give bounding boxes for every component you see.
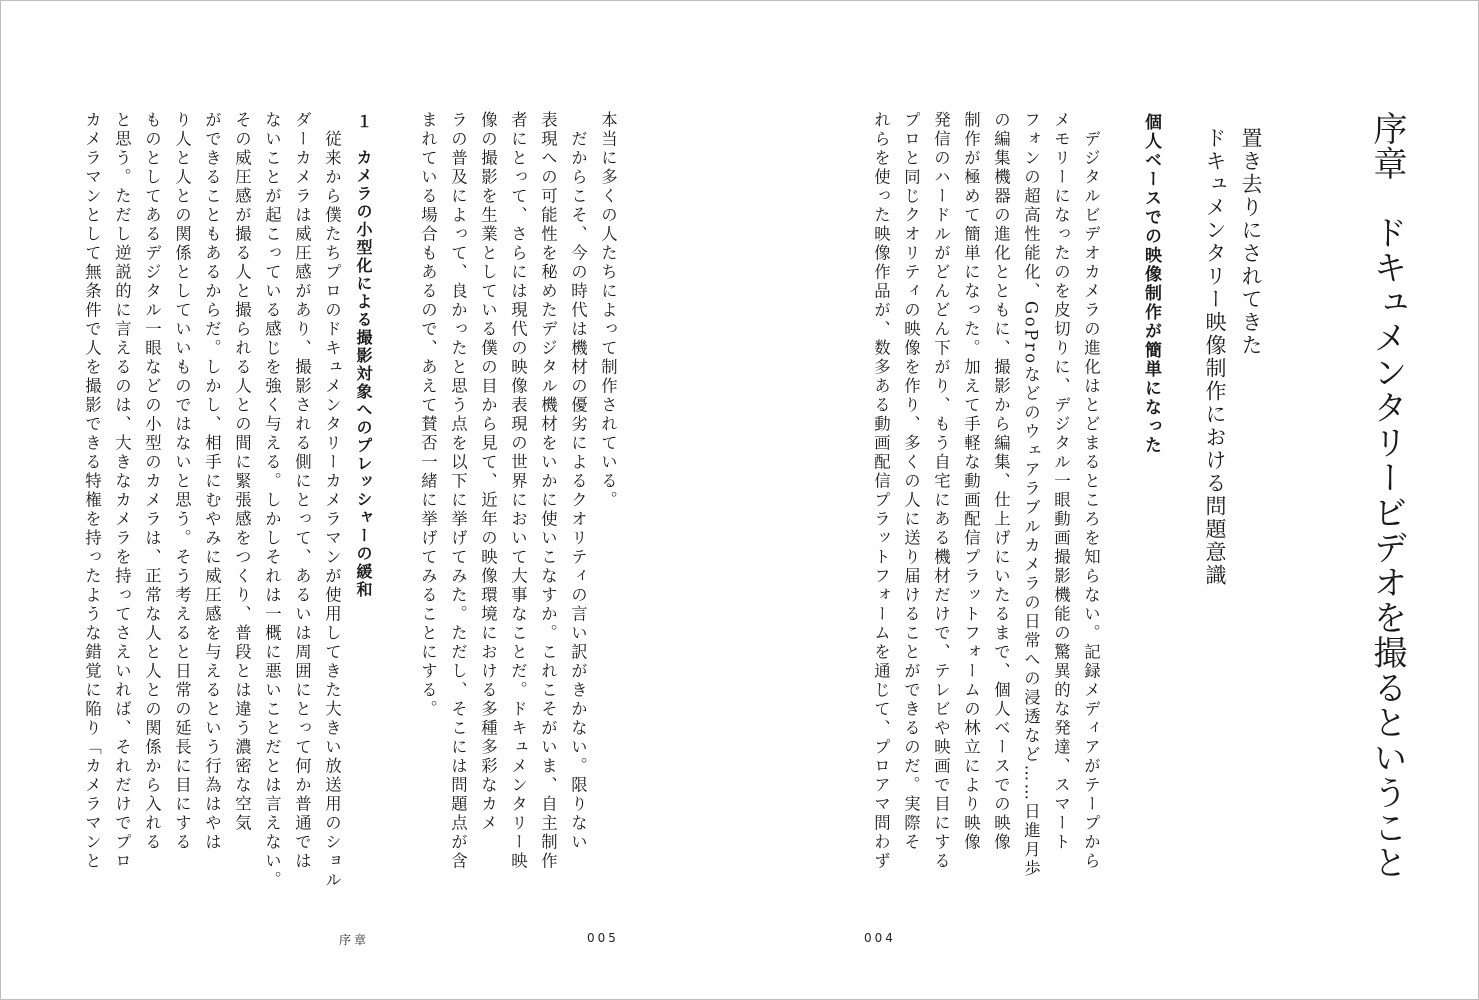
text-line: ダーカメラは威圧感があり、撮影される側にとって、あるいは周囲にとって何か普通では <box>292 111 312 871</box>
running-head: 序章 <box>339 933 370 947</box>
text-line: だからこそ、今の時代は機材の優劣によるクオリティの言い訳がきかない。限りない <box>568 111 588 852</box>
text-line: 像の撮影を生業としている僕の目から見て、近年の映像環境における多種多彩なカメ <box>478 111 498 833</box>
text-line: 発信のハードルがどんどん下がり、もう自宅にある機材だけで、テレビや映画で目にする <box>931 111 951 871</box>
text-line: と思う。ただし逆説的に言えるのは、大きなカメラを持ってさえいれば、それだけでプロ <box>112 111 132 871</box>
subtitle-line: 置き去りにされてきた <box>1239 127 1263 357</box>
page-number-right: 004 <box>864 931 896 945</box>
text-line: り人と人との関係としていいものではないと思う。そう考えると日常の延長に目にする <box>172 111 192 852</box>
text-line: ないことが起こっている感じを強く与える。しかしそれは一概に悪いことだとは言えない。 <box>262 111 282 890</box>
text-line: デジタルビデオカメラの進化はとどまるところを知らない。記録メディアがテープから <box>1081 111 1101 871</box>
text-line: 本当に多くの人たちによって制作されている。 <box>598 111 618 510</box>
text-line: 従来から僕たちプロのドキュメンタリーカメラマンが使用してきた大きい放送用のショル <box>322 111 342 890</box>
subsection-heading: １ カメラの小型化による撮影対象へのプレッシャーの緩和 <box>354 113 373 599</box>
text-line: まれている場合もあるので、あえて賛否一緒に挙げてみることにする。 <box>418 111 438 719</box>
chapter-title <box>1367 111 1407 880</box>
text-line: 表現への可能性を秘めたデジタル機材をいかに使いこなすか。これこそがいま、自主制作 <box>538 111 558 871</box>
text-line: 制作が極めて簡単になった。加えて手軽な動画配信プラットフォームの林立により映像 <box>961 111 981 852</box>
text-line: カメラマンとして無条件で人を撮影できる特権を持ったような錯覚に陥り「カメラマンと <box>82 111 102 871</box>
text-line: 者にとって、さらには現代の映像表現の世界において大事なことだ。ドキュメンタリー映 <box>508 111 528 871</box>
page-number-left: 005 <box>587 931 619 945</box>
chapter-title-text: ドキュメンタリービデオを撮るということ <box>1367 215 1407 880</box>
chapter-label: 序章 <box>1367 111 1407 181</box>
text-line: の編集機器の進化とともに、撮影から編集、仕上げにいたるまで、個人ベースでの映像 <box>991 111 1011 852</box>
text-line: ものとしてあるデジタル一眼などの小型のカメラは、正常な人と人との関係から入れる <box>142 111 162 852</box>
text-line: その威圧感が撮る人と撮られる人との間に緊張感をつくり、普段とは違う濃密な空気 <box>232 111 252 833</box>
text-line: ができることもあるからだ。しかし、相手にむやみに威圧感を与えるという行為はやは <box>202 111 222 852</box>
section-heading: 個人ベースでの映像制作が簡単になった <box>1141 113 1161 455</box>
text-line: プロと同じクオリティの映像を作り、多くの人に送り届けることができるのだ。実際そ <box>901 111 921 852</box>
text-line: れらを使った映像作品が、数多ある動画配信プラットフォームを通じて、プロアマ問わず <box>871 111 891 871</box>
text-line: メモリーになったのを皮切りに、デジタル一眼動画撮影機能の驚異的な発達、スマート <box>1051 111 1071 852</box>
text-line: フォンの超高性能化、GoProなどのウェアラブルカメラの日常への浸透など……日進月歩 <box>1021 111 1041 879</box>
text-line: ラの普及によって、良かったと思う点を以下に挙げてみた。ただし、そこには問題点が含 <box>448 111 468 871</box>
subtitle-line: ドキュメンタリー映像制作における問題意識 <box>1203 127 1227 587</box>
